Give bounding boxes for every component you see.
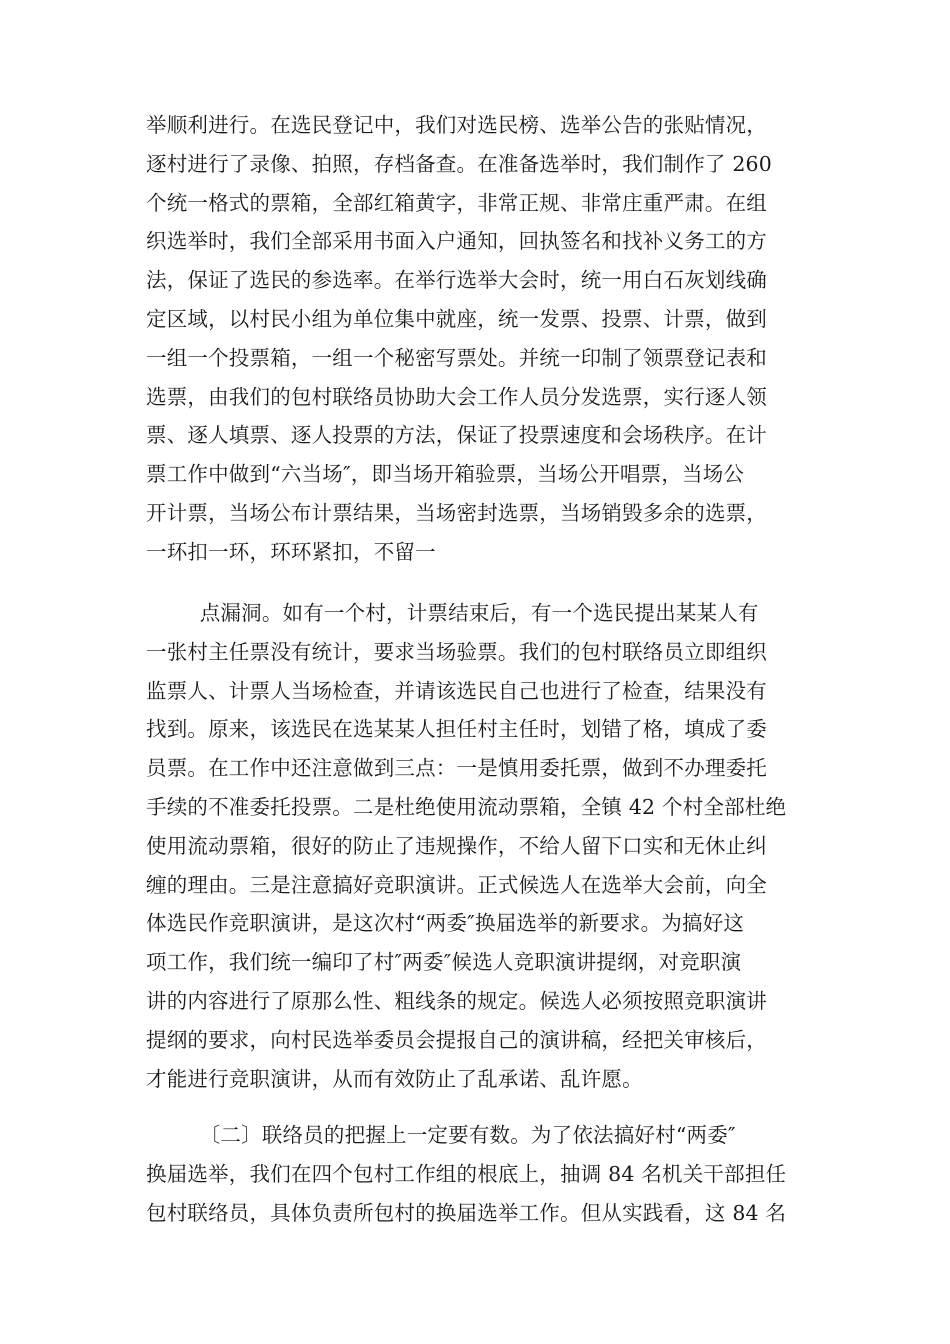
text-line: 体选民作竞职演讲，是这次村“两委″换届选举的新要求。为搞好这 (146, 911, 745, 936)
text-line: 逐村进行了录像、拍照，存档备查。在准备选举时，我们制作了 260 (146, 151, 773, 176)
paragraph-2 (146, 594, 806, 1098)
text-line: 员票。在工作中还注意做到三点：一是慎用委托票，做到不办理委托 (146, 756, 767, 781)
text-line: 找到。原来，该选民在选某某人担任村主任时，划错了格，填成了委 (146, 717, 767, 742)
text-line: 选票，由我们的包村联络员协助大会工作人员分发选票，实行逐人领 (146, 384, 767, 409)
paragraph-1 (146, 106, 806, 572)
text-line: 点漏洞。如有一个村，计票结束后，有一个选民提出某某人有 (146, 601, 759, 625)
text-line: 换届选举，我们在四个包村工作组的根底上，抽调 84 名机关干部担任 (146, 1161, 787, 1186)
text-line: 提纲的要求，向村民选举委员会提报自己的演讲稿，经把关审核后， (146, 1027, 767, 1052)
text-line: 包村联络员，具体负责所包村的换届选举工作。但从实践看，这 84 名 (146, 1200, 787, 1225)
text-line: 缠的理由。三是注意搞好竞职演讲。正式候选人在选举大会前，向全 (146, 872, 767, 897)
text-line: 定区域，以村民小组为单位集中就座，统一发票、投票、计票，做到 (146, 306, 767, 331)
text-line: 织选举时，我们全部采用书面入户通知，回执签名和找补义务工的方 (146, 229, 767, 254)
text-line: 个统一格式的票箱，全部红箱黄字，非常正规、非常庄重严肃。在组 (146, 190, 767, 215)
text-line: 项工作，我们统一编印了村″两委″候选人竞职演讲提纲，对竞职演 (146, 950, 742, 975)
text-line: 举顺利进行。在选民登记中，我们对选民榜、选举公告的张贴情况， (146, 113, 767, 137)
paragraph-3 (146, 1116, 806, 1232)
text-line: 开计票，当场公布计票结果，当场密封选票，当场销毁多余的选票， (146, 500, 767, 525)
text-line: 使用流动票箱，很好的防止了违规操作，不给人留下口实和无休止纠 (146, 833, 767, 858)
text-line: 监票人、计票人当场检查，并请该选民自己也进行了检查，结果没有 (146, 678, 767, 703)
text-line: 才能进行竞职演讲，从而有效防止了乱承诺、乱许愿。 (146, 1066, 643, 1091)
text-line: 讲的内容进行了原那么性、粗线条的规定。候选人必须按照竞职演讲 (146, 988, 767, 1013)
text-line: 手续的不准委托投票。二是杜绝使用流动票箱，全镇 42 个村全部杜绝 (146, 794, 787, 819)
text-line: 一组一个投票箱，一组一个秘密写票处。并统一印制了领票登记表和 (146, 345, 767, 370)
text-line: 一张村主任票没有统计，要求当场验票。我们的包村联络员立即组织 (146, 639, 767, 664)
text-line: 一环扣一环，环环紧扣，不留一 (146, 539, 436, 564)
text-line: 法，保证了选民的参选率。在举行选举大会时，统一用白石灰划线确 (146, 268, 767, 293)
text-line: 票、逐人填票、逐人投票的方法，保证了投票速度和会场秩序。在计 (146, 423, 767, 448)
text-line: 〔二〕联络员的把握上一定要有数。为了依法搞好村“两委″ (146, 1123, 736, 1147)
text-line: 票工作中做到“六当场″，即当场开箱验票，当场公开唱票，当场公 (146, 462, 745, 487)
